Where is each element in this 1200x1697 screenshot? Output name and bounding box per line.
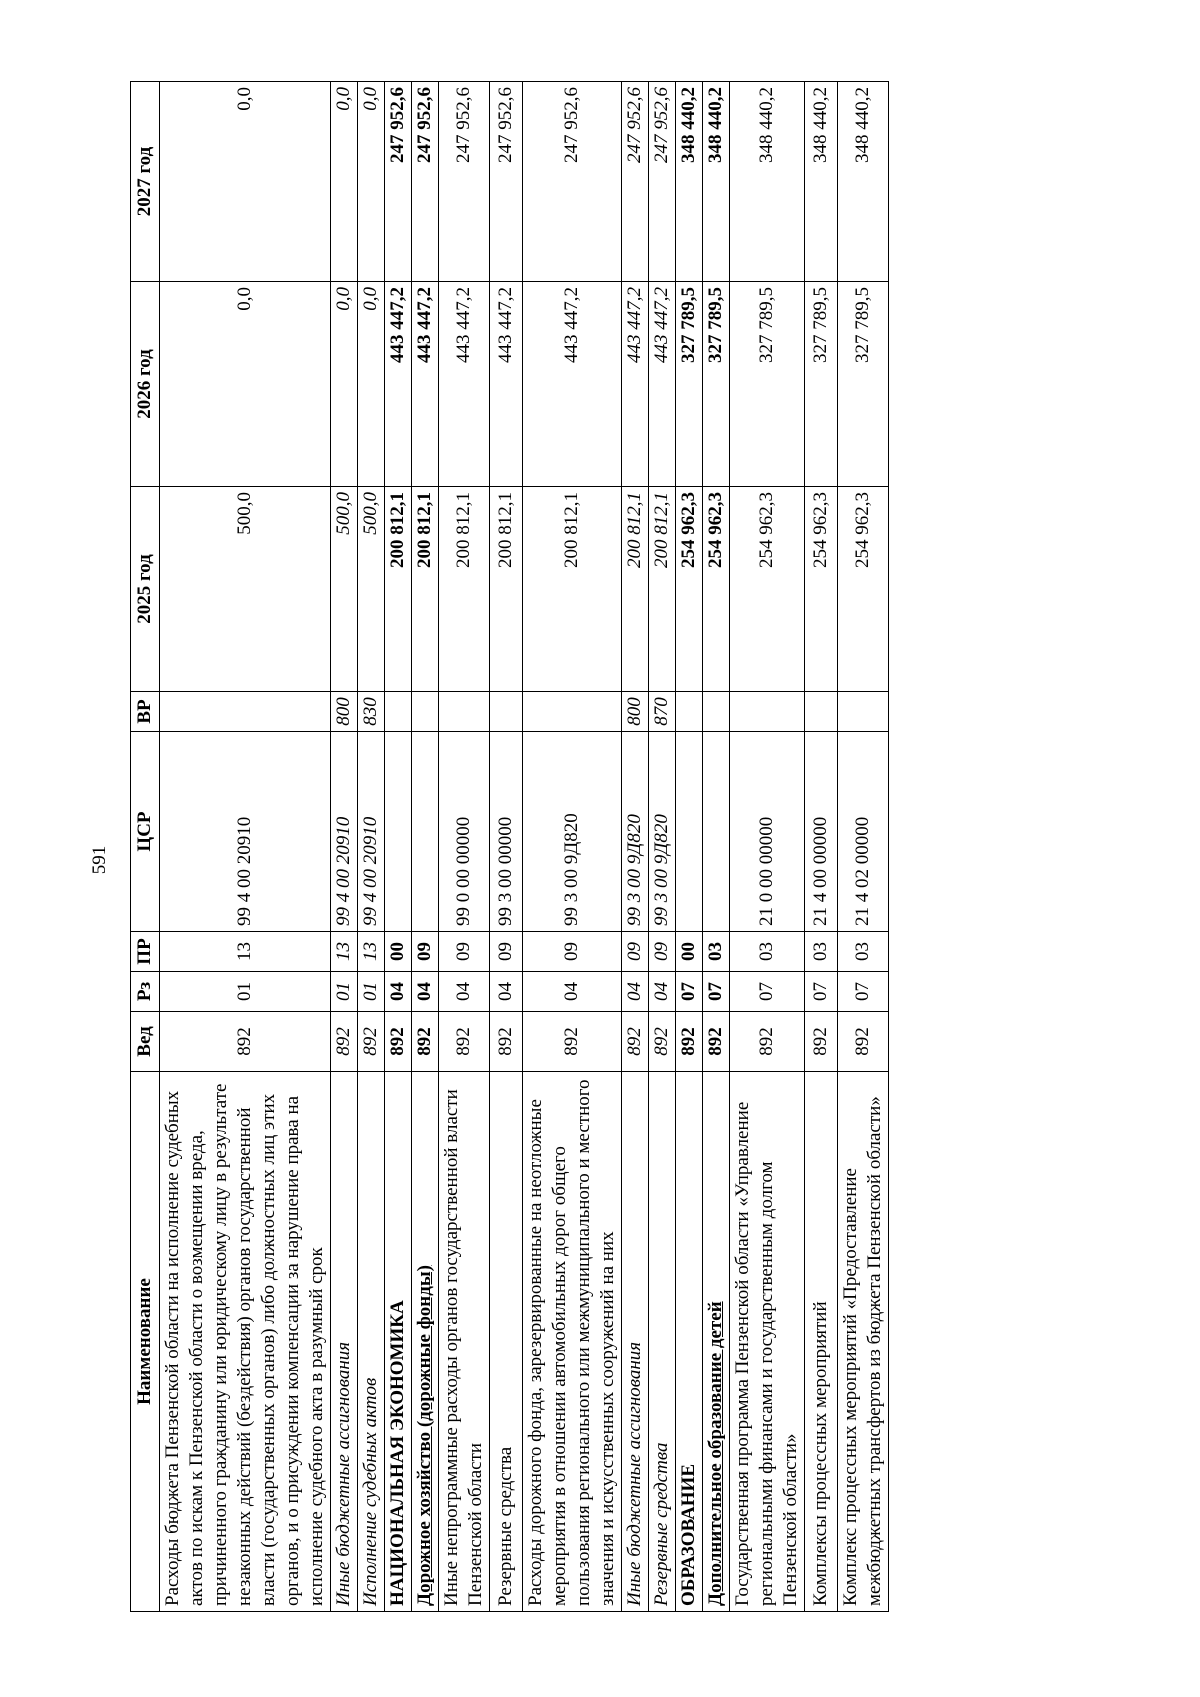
cell-ved: 892 (730, 1012, 805, 1072)
cell-pr: 00 (676, 932, 703, 972)
cell-name: ОБРАЗОВАНИЕ (676, 1072, 703, 1612)
cell-2027: 348 440,2 (805, 82, 838, 282)
budget-sheet (130, 82, 1070, 1612)
cell-csr: 99 3 00 9Д820 (622, 732, 649, 932)
table-row (703, 82, 730, 1612)
cell-pr: 13 (160, 932, 331, 972)
cell-name: Резервные средства (649, 1072, 676, 1612)
cell-pr: 03 (838, 932, 889, 972)
cell-vr (490, 692, 523, 732)
header-2027: 2027 год (131, 82, 160, 282)
cell-csr: 99 3 00 00000 (490, 732, 523, 932)
cell-pr: 13 (358, 932, 385, 972)
header-rz: Рз (131, 972, 160, 1012)
cell-2027: 247 952,6 (649, 82, 676, 282)
cell-2026: 443 447,2 (490, 282, 523, 487)
cell-name: Комплекс процессных мероприятий «Предоставление межбюджетных трансфертов из бюджета Пензенской области» (838, 1072, 889, 1612)
cell-2025: 200 812,1 (490, 487, 523, 692)
cell-2025: 200 812,1 (523, 487, 622, 692)
cell-ved: 892 (412, 1012, 439, 1072)
cell-rz: 04 (490, 972, 523, 1012)
cell-2025: 254 962,3 (838, 487, 889, 692)
table-row (730, 82, 805, 1612)
cell-2027: 247 952,6 (523, 82, 622, 282)
cell-vr: 870 (649, 692, 676, 732)
cell-2025: 200 812,1 (439, 487, 490, 692)
table-row (439, 82, 490, 1612)
table-row (490, 82, 523, 1612)
cell-rz: 04 (412, 972, 439, 1012)
header-row (131, 82, 160, 1612)
cell-2026: 0,0 (160, 282, 331, 487)
cell-ved: 892 (703, 1012, 730, 1072)
cell-csr: 99 3 00 9Д820 (523, 732, 622, 932)
cell-2026: 443 447,2 (622, 282, 649, 487)
cell-2026: 443 447,2 (439, 282, 490, 487)
cell-2025: 254 962,3 (703, 487, 730, 692)
cell-vr: 800 (622, 692, 649, 732)
cell-name: Иные непрограммные расходы органов государственной власти Пензенской области (439, 1072, 490, 1612)
table-row (676, 82, 703, 1612)
cell-pr: 09 (649, 932, 676, 972)
cell-2027: 247 952,6 (622, 82, 649, 282)
cell-csr: 99 3 00 9Д820 (649, 732, 676, 932)
cell-ved: 892 (439, 1012, 490, 1072)
cell-2025: 500,0 (160, 487, 331, 692)
cell-ved: 892 (385, 1012, 412, 1072)
cell-csr: 21 0 00 00000 (730, 732, 805, 932)
cell-rz: 07 (703, 972, 730, 1012)
cell-rz: 04 (649, 972, 676, 1012)
cell-pr: 03 (730, 932, 805, 972)
header-csr: ЦСР (131, 732, 160, 932)
cell-2027: 247 952,6 (490, 82, 523, 282)
table-row (331, 82, 358, 1612)
cell-vr (676, 692, 703, 732)
cell-vr (730, 692, 805, 732)
cell-ved: 892 (838, 1012, 889, 1072)
table-row (649, 82, 676, 1612)
cell-2026: 0,0 (331, 282, 358, 487)
cell-ved: 892 (523, 1012, 622, 1072)
cell-vr (439, 692, 490, 732)
cell-pr: 13 (331, 932, 358, 972)
cell-rz: 04 (439, 972, 490, 1012)
cell-2027: 247 952,6 (439, 82, 490, 282)
cell-2027: 0,0 (358, 82, 385, 282)
cell-2025: 200 812,1 (385, 487, 412, 692)
cell-2026: 443 447,2 (649, 282, 676, 487)
cell-rz: 04 (385, 972, 412, 1012)
cell-vr (385, 692, 412, 732)
cell-vr (523, 692, 622, 732)
cell-ved: 892 (649, 1012, 676, 1072)
table-row (358, 82, 385, 1612)
cell-rz: 07 (805, 972, 838, 1012)
cell-2025: 254 962,3 (730, 487, 805, 692)
header-pr: ПР (131, 932, 160, 972)
cell-ved: 892 (160, 1012, 331, 1072)
table-row (385, 82, 412, 1612)
cell-rz: 01 (358, 972, 385, 1012)
cell-rz: 07 (838, 972, 889, 1012)
cell-2026: 443 447,2 (385, 282, 412, 487)
cell-name: Государственная программа Пензенской области «Управление региональными финансами и государственным долгом Пензенской области» (730, 1072, 805, 1612)
cell-name: Иные бюджетные ассигнования (622, 1072, 649, 1612)
cell-name: Резервные средства (490, 1072, 523, 1612)
cell-2027: 247 952,6 (412, 82, 439, 282)
cell-2025: 500,0 (331, 487, 358, 692)
table-row (160, 82, 331, 1612)
cell-pr: 00 (385, 932, 412, 972)
cell-name: Дополнительное образование детей (703, 1072, 730, 1612)
cell-vr (805, 692, 838, 732)
cell-csr: 21 4 02 00000 (838, 732, 889, 932)
cell-csr (676, 732, 703, 932)
cell-vr (412, 692, 439, 732)
cell-2027: 348 440,2 (730, 82, 805, 282)
cell-2026: 327 789,5 (805, 282, 838, 487)
cell-ved: 892 (358, 1012, 385, 1072)
cell-2026: 443 447,2 (523, 282, 622, 487)
cell-csr: 99 4 00 20910 (331, 732, 358, 932)
header-ved: Вед (131, 1012, 160, 1072)
table-row (805, 82, 838, 1612)
cell-rz: 01 (331, 972, 358, 1012)
cell-2025: 500,0 (358, 487, 385, 692)
cell-vr (838, 692, 889, 732)
cell-csr: 99 4 00 20910 (358, 732, 385, 932)
cell-csr: 21 4 00 00000 (805, 732, 838, 932)
cell-ved: 892 (805, 1012, 838, 1072)
cell-pr: 09 (622, 932, 649, 972)
table-row (838, 82, 889, 1612)
cell-2027: 348 440,2 (838, 82, 889, 282)
cell-2025: 254 962,3 (805, 487, 838, 692)
cell-2027: 0,0 (331, 82, 358, 282)
cell-2027: 348 440,2 (703, 82, 730, 282)
cell-name: НАЦИОНАЛЬНАЯ ЭКОНОМИКА (385, 1072, 412, 1612)
cell-ved: 892 (331, 1012, 358, 1072)
cell-2027: 0,0 (160, 82, 331, 282)
cell-csr (412, 732, 439, 932)
cell-rz: 04 (523, 972, 622, 1012)
cell-name: Иные бюджетные ассигнования (331, 1072, 358, 1612)
cell-2026: 327 789,5 (676, 282, 703, 487)
cell-ved: 892 (622, 1012, 649, 1072)
table-row (622, 82, 649, 1612)
table-row (412, 82, 439, 1612)
cell-2026: 327 789,5 (730, 282, 805, 487)
cell-2025: 200 812,1 (649, 487, 676, 692)
cell-name: Исполнение судебных актов (358, 1072, 385, 1612)
header-2025: 2025 год (131, 487, 160, 692)
cell-csr (385, 732, 412, 932)
cell-rz: 04 (622, 972, 649, 1012)
budget-table (130, 81, 889, 1612)
cell-name: Расходы бюджета Пензенской области на исполнение судебных актов по искам к Пензенской области о возмещении вреда, причиненного гражданину или юридическому лицу в результате незаконных действий (бездействия) органов государственной власти (государственных органов) либо должностных лиц этих органов, и о присуждении компенсации за нарушение права на исполнение судебного акта в разумный срок (160, 1072, 331, 1612)
cell-2026: 327 789,5 (838, 282, 889, 487)
cell-rz: 01 (160, 972, 331, 1012)
header-name: Наименование (131, 1072, 160, 1612)
cell-csr: 99 4 00 20910 (160, 732, 331, 932)
cell-csr (703, 732, 730, 932)
cell-name: Комплексы процессных мероприятий (805, 1072, 838, 1612)
cell-vr (703, 692, 730, 732)
cell-2027: 348 440,2 (676, 82, 703, 282)
table-row (523, 82, 622, 1612)
cell-2025: 254 962,3 (676, 487, 703, 692)
cell-csr: 99 0 00 00000 (439, 732, 490, 932)
cell-vr: 830 (358, 692, 385, 732)
cell-pr: 09 (412, 932, 439, 972)
cell-2026: 327 789,5 (703, 282, 730, 487)
cell-pr: 03 (805, 932, 838, 972)
cell-vr: 800 (331, 692, 358, 732)
cell-pr: 03 (703, 932, 730, 972)
cell-ved: 892 (490, 1012, 523, 1072)
cell-pr: 09 (523, 932, 622, 972)
cell-vr (160, 692, 331, 732)
cell-2026: 0,0 (358, 282, 385, 487)
cell-2026: 443 447,2 (412, 282, 439, 487)
cell-name: Дорожное хозяйство (дорожные фонды) (412, 1072, 439, 1612)
header-2026: 2026 год (131, 282, 160, 487)
cell-2025: 200 812,1 (622, 487, 649, 692)
cell-rz: 07 (676, 972, 703, 1012)
cell-pr: 09 (490, 932, 523, 972)
cell-ved: 892 (676, 1012, 703, 1072)
cell-pr: 09 (439, 932, 490, 972)
page-number: 591 (89, 845, 110, 875)
cell-2027: 247 952,6 (385, 82, 412, 282)
cell-name: Расходы дорожного фонда, зарезервированные на неотложные мероприятия в отношении автомобильных дорог общего пользования регионального или межмуниципального и местного значения и искусственных сооружений на них (523, 1072, 622, 1612)
cell-2025: 200 812,1 (412, 487, 439, 692)
header-vr: ВР (131, 692, 160, 732)
cell-rz: 07 (730, 972, 805, 1012)
